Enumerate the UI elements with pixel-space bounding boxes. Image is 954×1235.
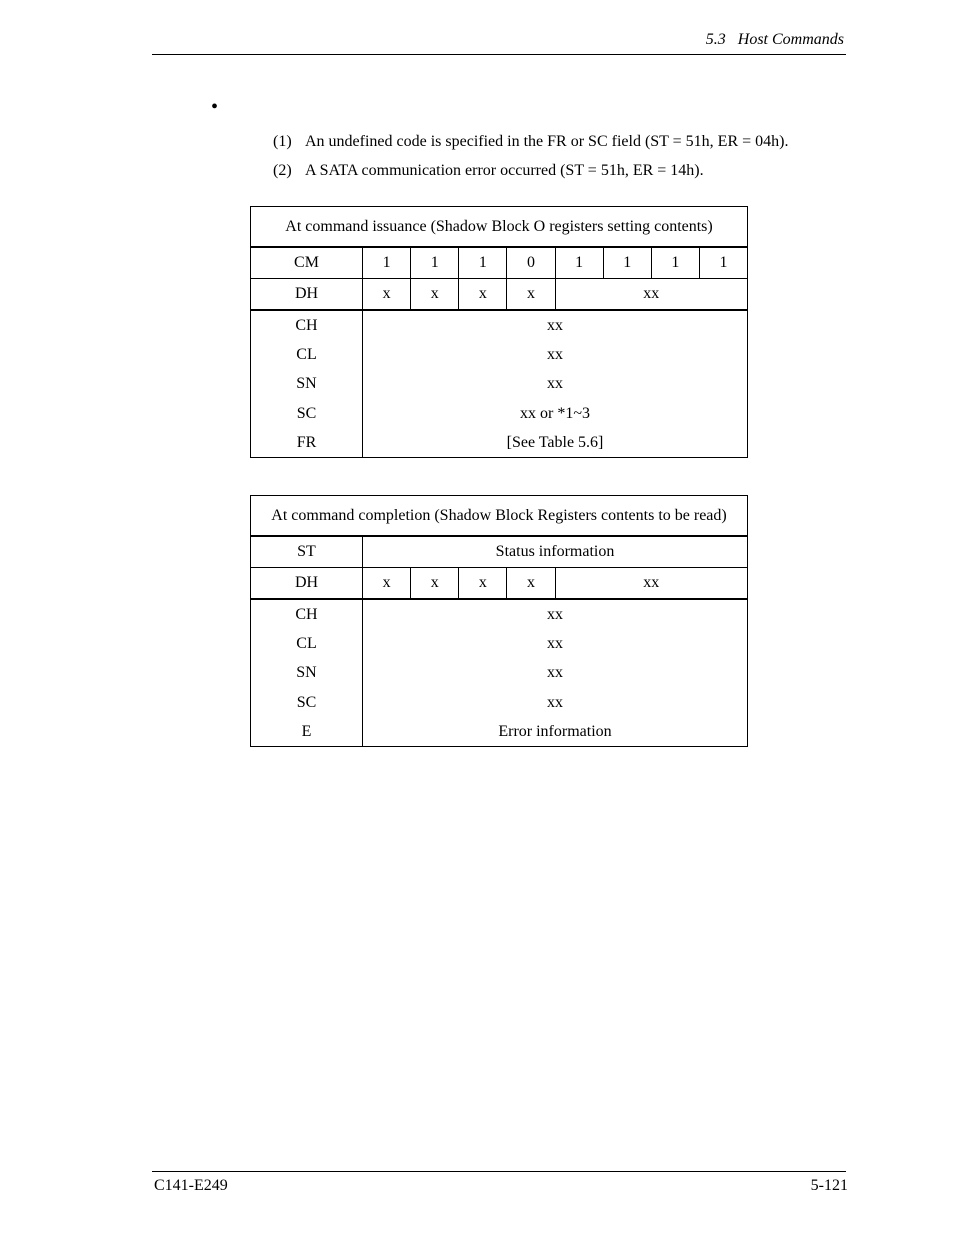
cm-bit-4: 0 <box>507 247 555 279</box>
cm-bit-1: 1 <box>651 247 699 279</box>
cm-register-label: CM <box>251 247 363 279</box>
register-label: CL <box>296 346 317 364</box>
list-item <box>273 162 704 180</box>
st-register-label: ST <box>251 536 363 568</box>
register-label: CH <box>295 606 318 623</box>
bullet-point: • <box>211 96 219 118</box>
dh-bit-5: x <box>459 279 507 311</box>
dh-bit-6: x <box>411 279 459 311</box>
dh-register-label: DH <box>251 568 363 600</box>
list-item-text: An undefined code is specified in the FR or SC field (ST = 51h, ER = 04h). <box>305 133 789 150</box>
register-labels <box>251 310 363 457</box>
issuance-register-table <box>250 206 748 458</box>
register-values <box>363 310 748 457</box>
completion-register-table <box>250 495 748 747</box>
register-value: Error information <box>498 722 612 740</box>
dh-bit-7: x <box>363 279 411 311</box>
register-value: xx <box>547 346 563 364</box>
register-label: FR <box>296 433 317 451</box>
dh-bit-4: x <box>507 279 555 311</box>
register-label: SC <box>296 404 317 422</box>
list-item-number: (1) <box>273 133 292 150</box>
dh-low-bits: xx <box>555 279 748 311</box>
list-item <box>273 133 788 151</box>
completion-table-caption: At command completion (Shadow Block Registers contents to be read) <box>251 496 748 537</box>
register-value: xx <box>547 664 563 682</box>
header-rule <box>152 54 846 55</box>
dh-bit-4: x <box>507 568 555 600</box>
cm-bit-5: 1 <box>459 247 507 279</box>
register-label: SN <box>296 375 317 393</box>
register-values <box>363 599 748 746</box>
register-label: SN <box>296 664 317 682</box>
register-value: xx or *1~3 <box>520 404 590 422</box>
dh-register-label: DH <box>251 279 363 311</box>
register-value: xx <box>547 693 563 711</box>
footer-doc-id: C141-E249 <box>154 1177 228 1194</box>
running-header: 5.3 Host Commands <box>705 31 844 48</box>
cm-bit-0: 1 <box>699 247 747 279</box>
register-value: xx <box>547 606 563 623</box>
dh-bit-6: x <box>411 568 459 600</box>
register-value: xx <box>547 635 563 653</box>
list-item-text: A SATA communication error occurred (ST = 51h, ER = 14h). <box>305 162 704 179</box>
register-label: SC <box>296 693 317 711</box>
dh-bit-7: x <box>363 568 411 600</box>
register-label: E <box>301 722 312 740</box>
cm-bit-2: 1 <box>603 247 651 279</box>
cm-bit-3: 1 <box>555 247 603 279</box>
list-item-number: (2) <box>273 162 292 179</box>
cm-bit-7: 1 <box>363 247 411 279</box>
st-register-value: Status information <box>363 536 748 568</box>
footer-page-number: 5-121 <box>810 1177 848 1194</box>
footer-rule <box>152 1171 846 1172</box>
dh-bit-5: x <box>459 568 507 600</box>
register-value: [See Table 5.6] <box>506 433 604 451</box>
issuance-table-caption: At command issuance (Shadow Block O registers setting contents) <box>251 207 748 248</box>
register-label: CH <box>295 317 318 334</box>
register-value: xx <box>547 375 563 393</box>
register-label: CL <box>296 635 317 653</box>
dh-low-bits: xx <box>555 568 748 600</box>
register-labels <box>251 599 363 746</box>
cm-bit-6: 1 <box>411 247 459 279</box>
register-value: xx <box>547 317 563 334</box>
